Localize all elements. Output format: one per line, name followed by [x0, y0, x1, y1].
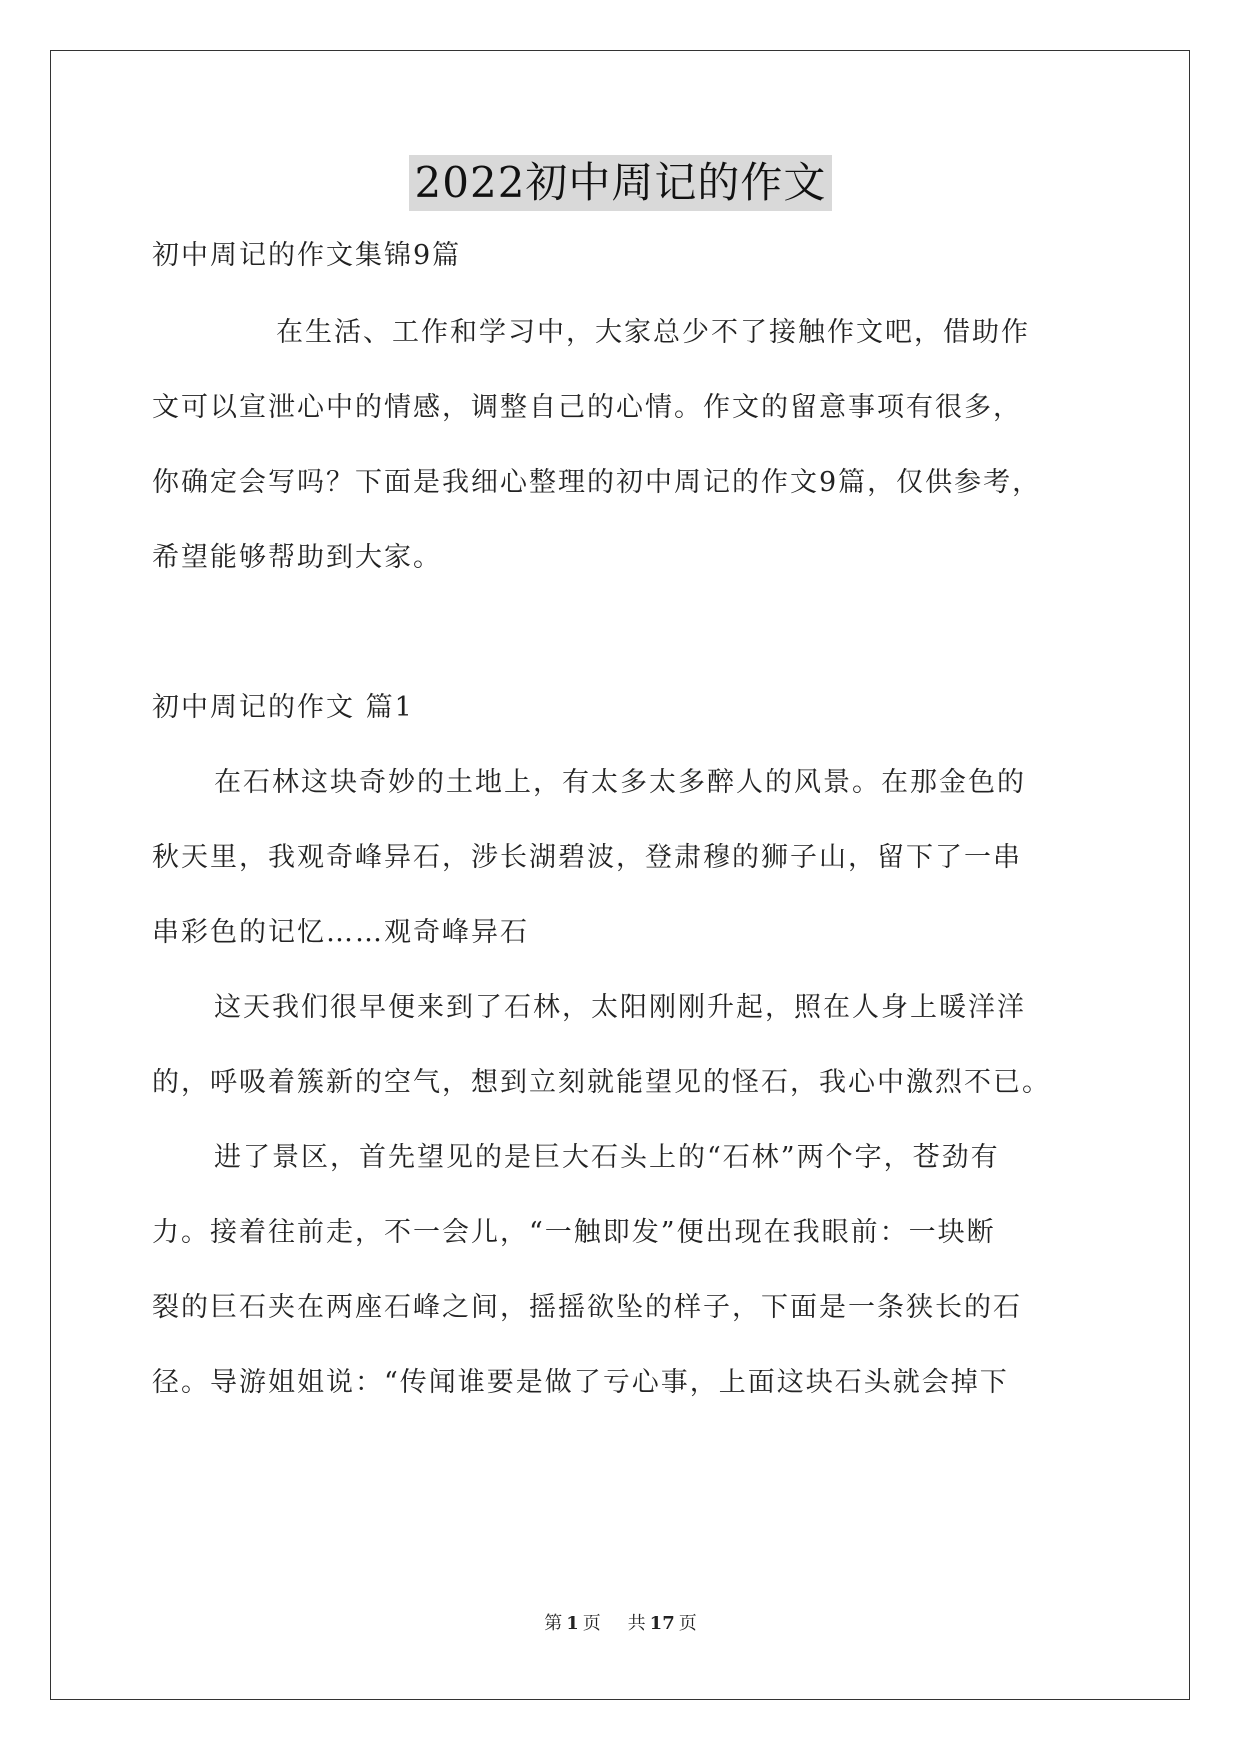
body-line: 裂的巨石夹在两座石峰之间，摇摇欲坠的样子，下面是一条狭长的石 — [152, 1292, 1022, 1323]
body-line: 力。接着往前走，不一会儿，“一触即发”便出现在我眼前：一块断 — [152, 1217, 996, 1248]
footer-page-prefix: 第 — [544, 1613, 563, 1634]
footer-page-suffix: 页 — [582, 1613, 601, 1634]
intro-line: 在生活、工作和学习中，大家总少不了接触作文吧，借助作 — [276, 317, 1030, 348]
section-heading: 初中周记的作文 篇1 — [152, 692, 414, 723]
document-subtitle: 初中周记的作文集锦9篇 — [152, 240, 462, 271]
body-line: 进了景区，首先望见的是巨大石头上的“石林”两个字，苍劲有 — [214, 1142, 1000, 1173]
footer-total-prefix: 共 — [627, 1613, 646, 1634]
intro-line: 你确定会写吗？下面是我细心整理的初中周记的作文9篇，仅供参考， — [152, 467, 1042, 498]
intro-line: 希望能够帮助到大家。 — [152, 542, 442, 573]
title-container — [0, 155, 1241, 211]
body-line: 秋天里，我观奇峰异石，涉长湖碧波，登肃穆的狮子山，留下了一串 — [152, 842, 1022, 873]
body-line: 的，呼吸着簇新的空气，想到立刻就能望见的怪石，我心中激烈不已。 — [152, 1067, 1051, 1098]
body-line: 这天我们很早便来到了石林，太阳刚刚升起，照在人身上暖洋洋 — [214, 992, 1026, 1023]
body-line: 在石林这块奇妙的土地上，有太多太多醉人的风景。在那金色的 — [214, 767, 1026, 798]
footer-total-suffix: 页 — [678, 1613, 697, 1634]
body-line: 径。导游姐姐说：“传闻谁要是做了亏心事，上面这块石头就会掉下 — [152, 1367, 1009, 1398]
footer-page-number: 1 — [566, 1613, 579, 1634]
intro-line: 文可以宣泄心中的情感，调整自己的心情。作文的留意事项有很多， — [152, 392, 1022, 423]
page-footer — [0, 1612, 1241, 1636]
footer-total-pages: 17 — [649, 1613, 675, 1634]
body-line: 串彩色的记忆……观奇峰异石 — [152, 917, 529, 948]
document-title: 2022初中周记的作文 — [409, 155, 833, 211]
